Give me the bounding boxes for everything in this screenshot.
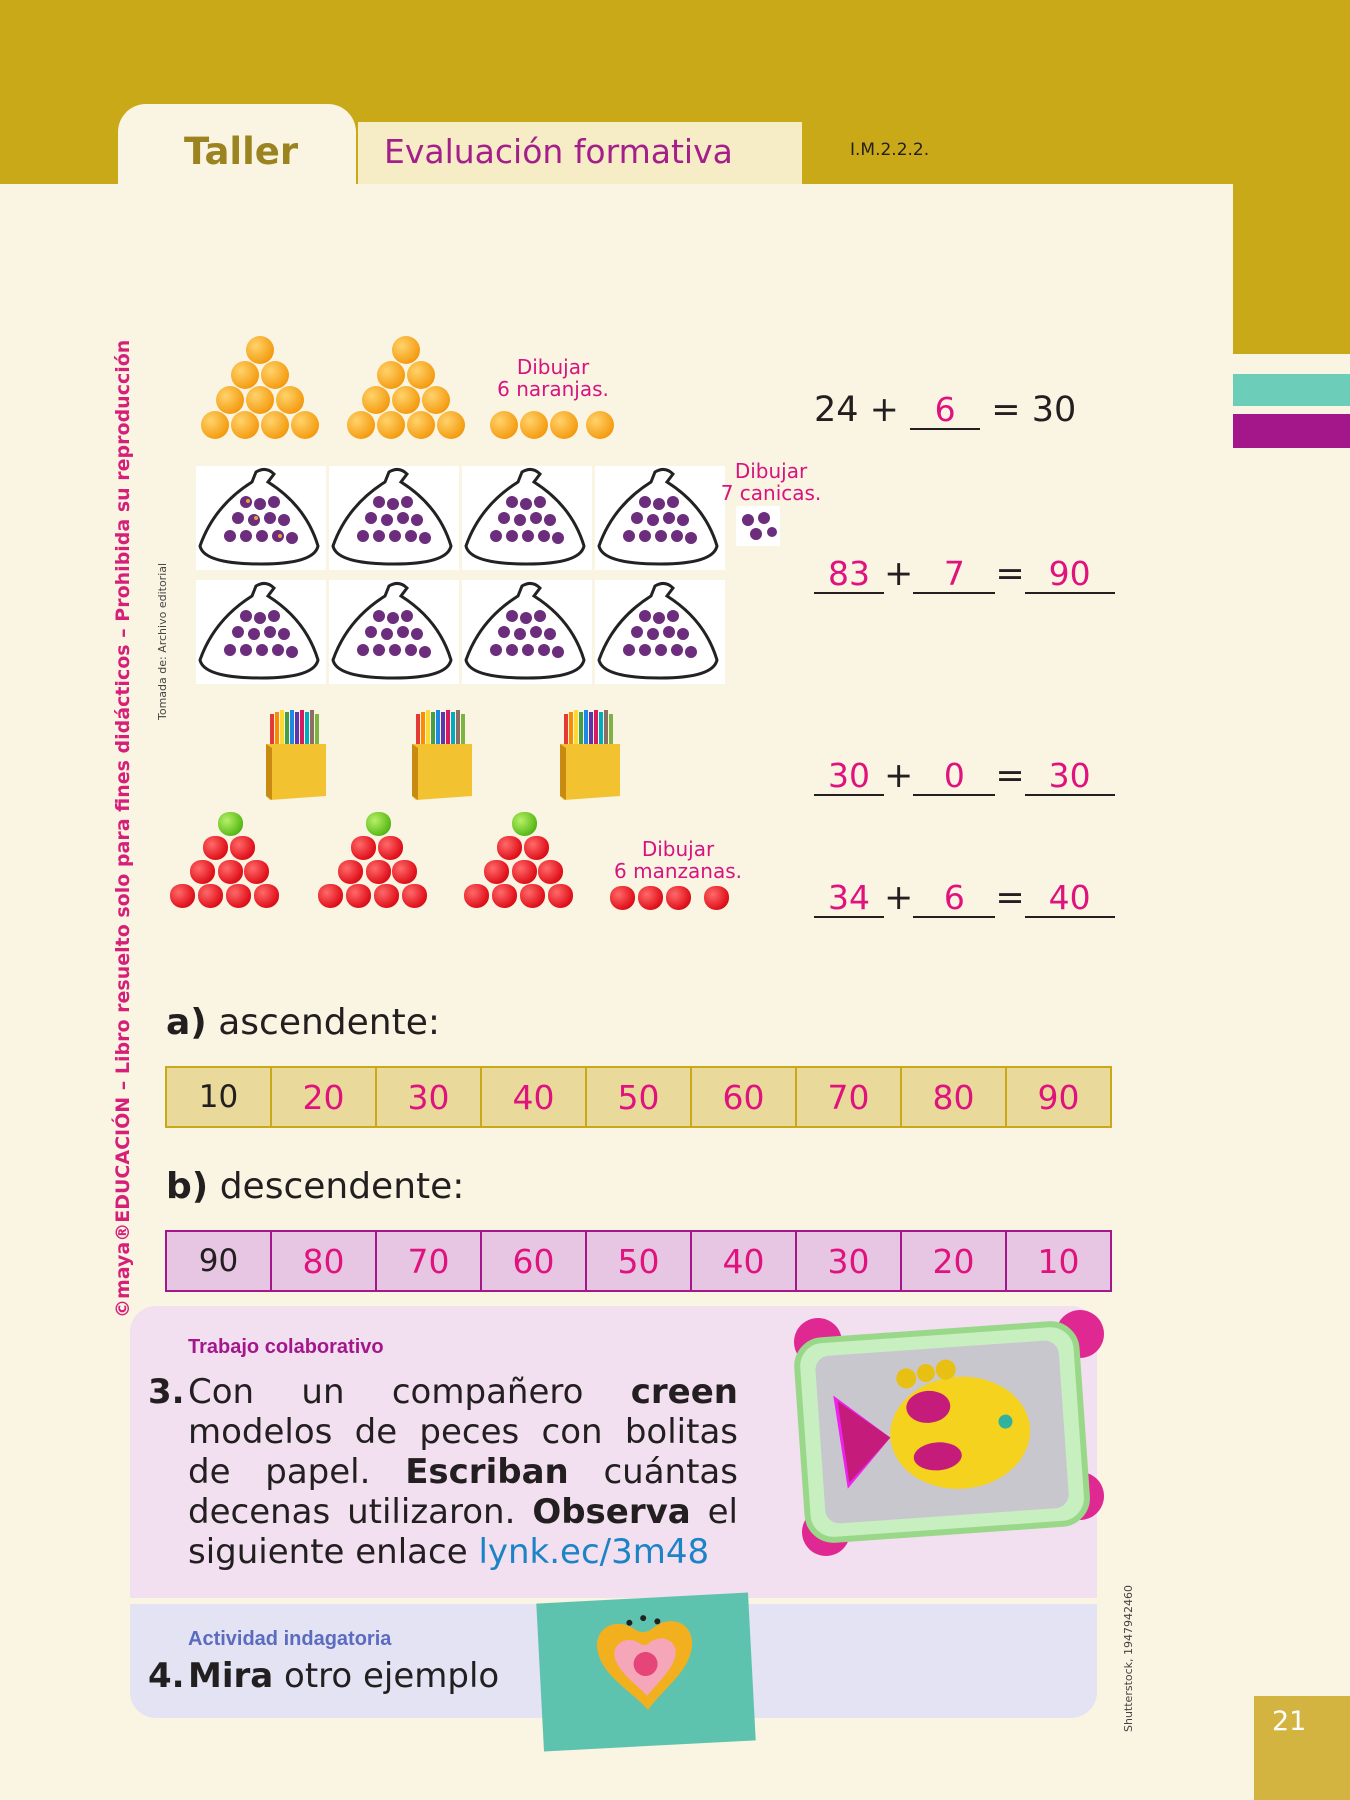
descending-cell: 90 [166, 1231, 271, 1291]
descending-text: descendente: [219, 1166, 465, 1207]
task-4-text [188, 1656, 499, 1696]
descending-cell: 60 [481, 1231, 586, 1291]
drawn-marbles [736, 506, 780, 546]
ascending-letter: a) [166, 1002, 207, 1043]
ascending-text: ascendente: [218, 1002, 440, 1043]
task-3-number: 3. [148, 1372, 185, 1412]
collaborative-title: Trabajo colaborativo [188, 1336, 384, 1358]
equation-oranges [814, 390, 1076, 430]
note-oranges [478, 356, 628, 400]
teal-stripe [1233, 374, 1350, 406]
marble-bag [462, 580, 592, 684]
tab-evaluacion [358, 122, 802, 184]
tab-evaluacion-label: Evaluación formativa [384, 132, 733, 171]
note-apples-line2: 6 manzanas. [614, 859, 742, 883]
task-3-part: el siguiente enlace [188, 1492, 738, 1572]
task-3-part: modelos de peces con bolitas de papel. [188, 1412, 738, 1492]
eq3-result: 30 [1025, 758, 1115, 796]
beaded-heart-photo [536, 1592, 756, 1752]
descending-table [165, 1230, 1112, 1292]
equation-pencils [814, 756, 1115, 796]
marble-bag [329, 580, 459, 684]
resource-link[interactable]: lynk.ec/3m48 [478, 1532, 710, 1572]
eq4-term-b: 6 [913, 880, 995, 918]
eq3-term-b: 0 [913, 758, 995, 796]
ascending-label [166, 1002, 440, 1043]
eq2-term-a: 83 [814, 556, 884, 594]
task-3-bold-creen: creen [630, 1372, 738, 1412]
right-band [1233, 0, 1350, 354]
descending-cell: 80 [271, 1231, 376, 1291]
eq4-term-a: 34 [814, 880, 884, 918]
eq1-answer: 6 [910, 392, 980, 430]
pencil-box [408, 704, 476, 800]
drawn-oranges [490, 411, 620, 443]
eq3-term-a: 30 [814, 758, 884, 796]
photo-credit: Tomada de: Archivo editorial [156, 562, 169, 720]
equation-marbles [814, 554, 1115, 594]
eq4-result: 40 [1025, 880, 1115, 918]
note-oranges-line2: 6 naranjas. [497, 377, 609, 401]
descending-cell: 40 [691, 1231, 796, 1291]
task-3-bold-observa: Observa [532, 1492, 691, 1532]
task-3-part: cuántas decenas utilizaron. [188, 1452, 738, 1532]
marble-bags [196, 464, 726, 682]
indicator-code: I.M.2.2.2. [850, 140, 930, 160]
pencil-box [262, 704, 330, 800]
marble-bag [196, 580, 326, 684]
eq3-equals: = [995, 756, 1025, 796]
descending-cell: 10 [1006, 1231, 1111, 1291]
eq1-term-a: 24 + [814, 390, 899, 430]
eq2-equals: = [995, 554, 1025, 594]
marble-bag [595, 580, 725, 684]
descending-cell: 70 [376, 1231, 481, 1291]
orange-pyramid-2 [342, 336, 472, 440]
inquiry-title: Actividad indagatoria [188, 1628, 392, 1650]
fish-craft-photo [780, 1306, 1104, 1556]
descending-letter: b) [166, 1166, 209, 1207]
task-4-number: 4. [148, 1656, 185, 1696]
note-apples-line1: Dibujar [641, 837, 715, 861]
eq2-result: 90 [1025, 556, 1115, 594]
note-apples [598, 838, 758, 882]
note-marbles [706, 460, 836, 504]
task-3-part: Con un compañero [188, 1372, 631, 1412]
apple-pyramid-1 [168, 812, 298, 912]
ascending-cell: 40 [481, 1067, 586, 1127]
copyright-notice: ©maya®EDUCACIÓN – Libro resuelto solo para fines didácticos – Prohibida su reproducción [112, 339, 134, 1318]
page-number-box [1254, 1696, 1350, 1800]
ascending-cell: 50 [586, 1067, 691, 1127]
eq4-equals: = [995, 878, 1025, 918]
note-marbles-line1: Dibujar [734, 459, 808, 483]
eq3-plus: + [884, 756, 914, 796]
tab-taller [118, 104, 356, 186]
eq1-result: = 30 [991, 390, 1077, 430]
note-oranges-line1: Dibujar [516, 355, 590, 379]
descending-cell: 50 [586, 1231, 691, 1291]
ascending-cell: 30 [376, 1067, 481, 1127]
ascending-cell: 70 [796, 1067, 901, 1127]
marble-bag [329, 466, 459, 570]
task-4-part: otro ejemplo [273, 1656, 500, 1696]
task-4-bold-mira: Mira [188, 1656, 274, 1696]
apple-pyramid-3 [462, 812, 592, 912]
page-number: 21 [1272, 1706, 1307, 1737]
descending-cell: 20 [901, 1231, 1006, 1291]
ascending-table [165, 1066, 1112, 1128]
descending-label [166, 1166, 464, 1207]
marble-bag [196, 466, 326, 570]
apple-pyramid-2 [316, 812, 446, 912]
eq2-term-b: 7 [913, 556, 995, 594]
ascending-cell: 10 [166, 1067, 271, 1127]
pencil-box [556, 704, 624, 800]
note-marbles-line2: 7 canicas. [720, 481, 822, 505]
drawn-apples [610, 886, 740, 914]
task-3-text [188, 1372, 738, 1572]
ascending-cell: 90 [1006, 1067, 1111, 1127]
eq2-plus: + [884, 554, 914, 594]
shutterstock-credit: Shutterstock, 1947942460 [1122, 1584, 1135, 1732]
ascending-cell: 60 [691, 1067, 796, 1127]
task-3-bold-escriban: Escriban [405, 1452, 569, 1492]
equation-apples [814, 878, 1115, 918]
ascending-cell: 80 [901, 1067, 1006, 1127]
descending-cell: 30 [796, 1231, 901, 1291]
eq4-plus: + [884, 878, 914, 918]
marble-bag [462, 466, 592, 570]
tab-taller-label: Taller [184, 130, 299, 173]
ascending-cell: 20 [271, 1067, 376, 1127]
magenta-stripe [1233, 414, 1350, 448]
orange-pyramid-1 [196, 336, 326, 440]
